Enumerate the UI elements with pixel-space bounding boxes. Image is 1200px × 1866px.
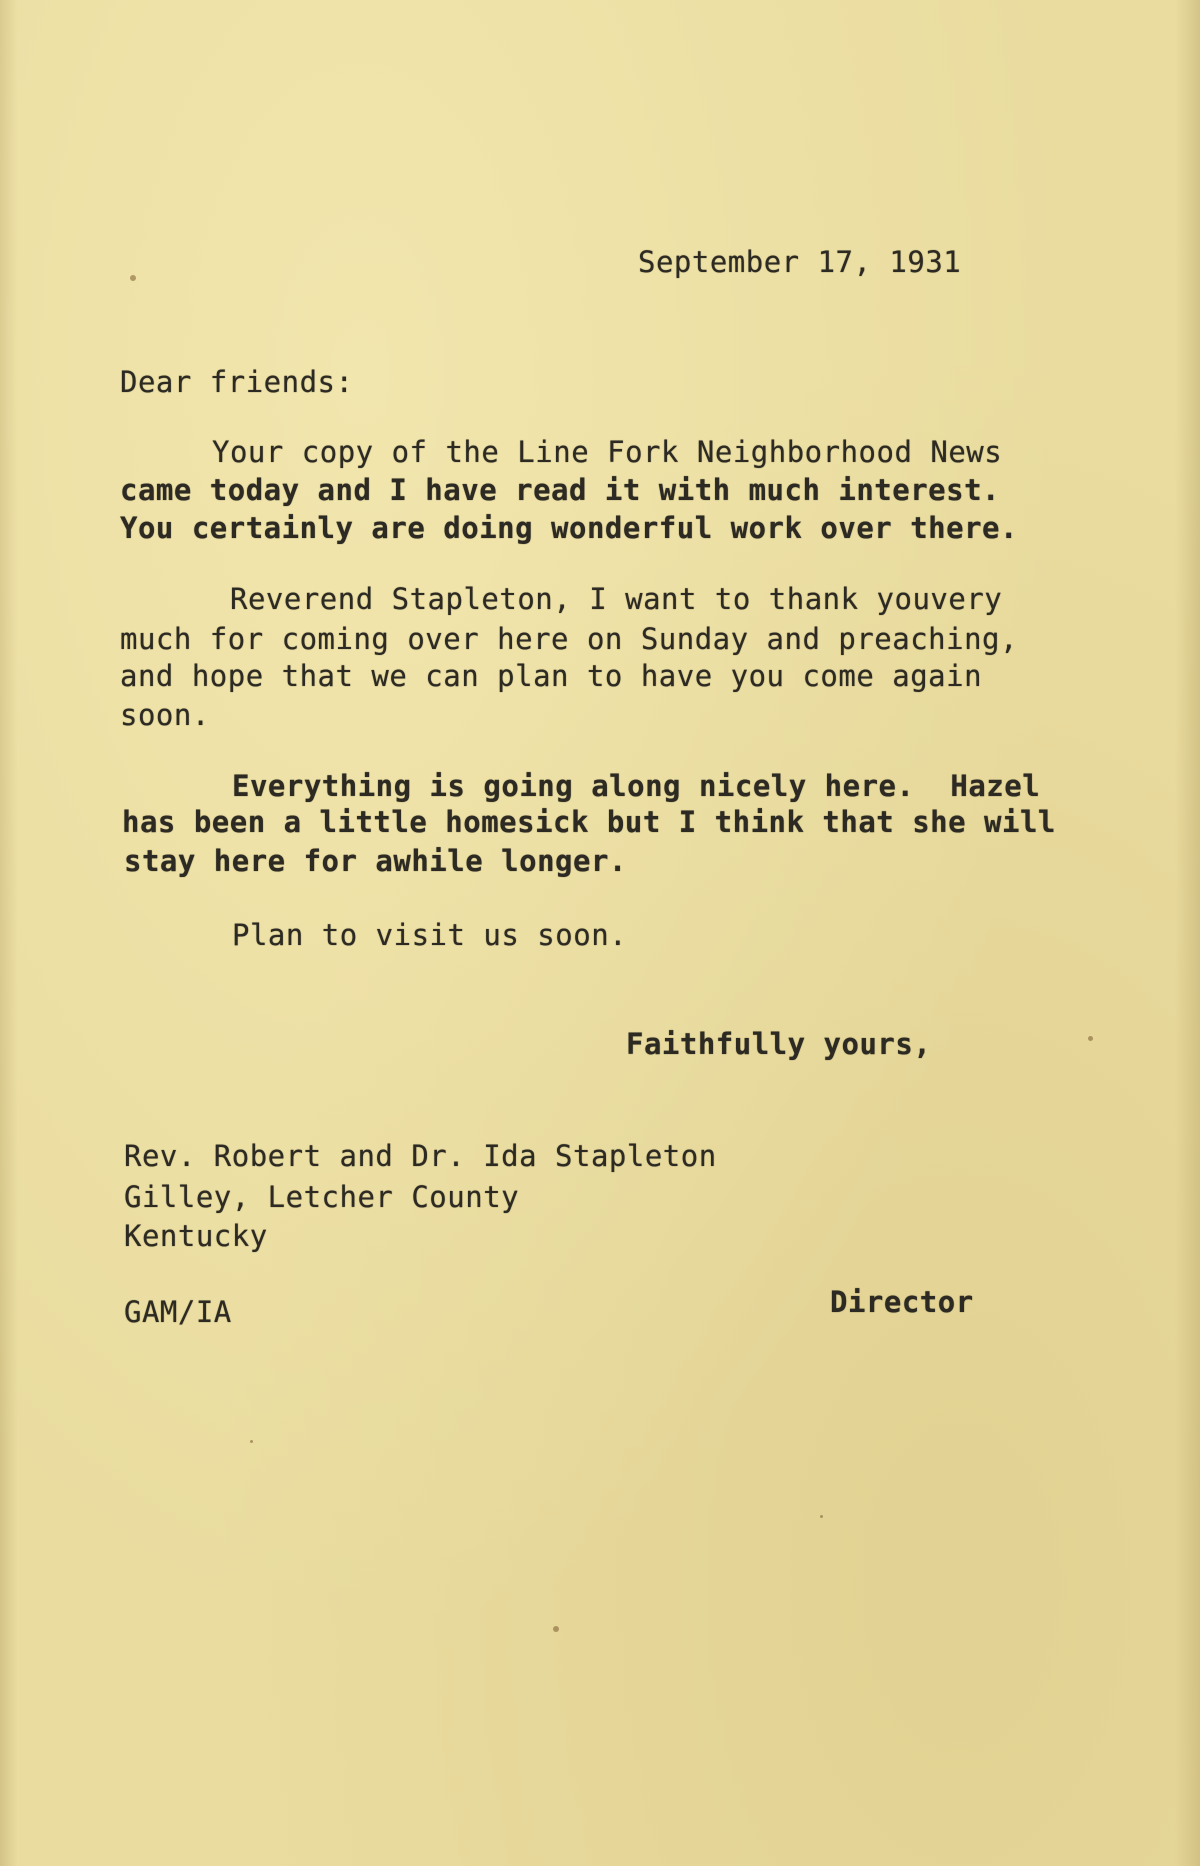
typist-initials: GAM/IA (124, 1295, 232, 1329)
paragraph-2-line-4: soon. (120, 698, 210, 732)
paragraph-2-line-1: Reverend Stapleton, I want to thank youvery (230, 582, 1003, 616)
letter-date: September 17, 1931 (638, 245, 962, 279)
recipient-line-3: Kentucky (124, 1219, 268, 1253)
paragraph-3-line-2: has been a little homesick but I think that she will (122, 805, 1056, 839)
paragraph-2-line-3: and hope that we can plan to have you come again (120, 659, 983, 693)
paper-fleck (250, 1440, 253, 1443)
paragraph-1-line-1: Your copy of the Line Fork Neighborhood News (212, 435, 1003, 469)
paragraph-3-line-1: Everything is going along nicely here. Hazel (232, 769, 1041, 803)
paragraph-3-line-3: stay here for awhile longer. (124, 844, 627, 878)
paper-fleck (820, 1515, 823, 1518)
recipient-line-1: Rev. Robert and Dr. Ida Stapleton (124, 1139, 717, 1173)
paragraph-1-line-3: You certainly are doing wonderful work over there. (120, 511, 1018, 545)
letter-closing: Faithfully yours, (626, 1027, 932, 1061)
paper-fleck (553, 1626, 559, 1632)
paragraph-1-line-2: came today and I have read it with much interest. (120, 473, 1001, 507)
letter-salutation: Dear friends: (120, 365, 354, 399)
paragraph-2-line-2: much for coming over here on Sunday and preaching, (120, 622, 1018, 656)
paragraph-4: Plan to visit us soon. (232, 918, 628, 952)
paper-fleck (130, 275, 136, 281)
paper-fleck (1088, 1036, 1093, 1041)
signature-title: Director (830, 1285, 974, 1319)
recipient-line-2: Gilley, Letcher County (124, 1180, 520, 1214)
